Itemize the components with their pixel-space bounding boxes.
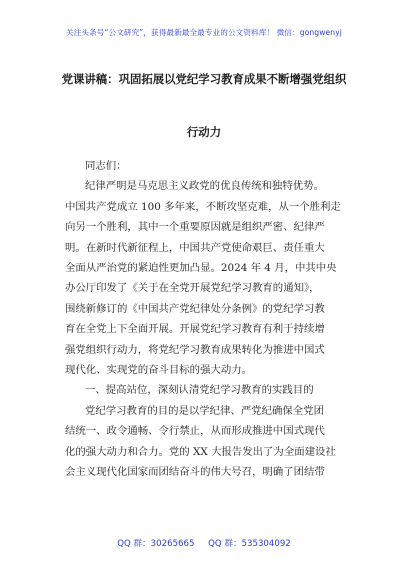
header-banner: 关注头条号“公文研究”，获得最新最全最专业的公文资料库！ 微信：gongwenyj	[66, 28, 342, 37]
document-title-line-2: 行动力	[186, 125, 222, 139]
body-line: 现代化、实现党的奋斗目标的强大动力。	[65, 364, 253, 377]
body-line: 结统一、政令通畅、令行禁止，从而形成推进中国式现代	[65, 425, 325, 438]
body-line: 化的强大动力和合力。党的 XX 大报告发出了为全面建设社	[65, 445, 336, 458]
body-line: 强党组织行动力，将党纪学习教育成果转化为推进中国式	[65, 343, 325, 356]
body-line: 向另一个胜利，其中一个重要原因就是组织严密、纪律严	[65, 221, 325, 234]
body-line: 会主义现代化国家而团结奋斗的伟大号召，明确了团结带	[65, 466, 325, 479]
footer-qq-groups	[0, 537, 408, 549]
body-line: 党纪学习教育的目的是以学纪律、严党纪确保全党团	[85, 404, 324, 417]
document-body	[65, 156, 348, 483]
section-heading: 一、提高站位，深刻认清党纪学习教育的实践目的	[85, 384, 314, 397]
body-line: 明。在新时代新征程上，中国共产党使命艰巨、责任重大	[65, 241, 325, 254]
body-line: 中国共产党成立 100 多年来，不断攻坚克难，从一个胜利走	[65, 200, 341, 213]
document-title-line-1: 党课讲稿：巩固拓展以党纪学习教育成果不断增强党组织	[61, 72, 347, 86]
body-line: 围绕新修订的《中国共产党纪律处分条例》的党纪学习教	[65, 302, 325, 315]
body-line: 纪律严明是马克思主义政党的优良传统和独特优势。	[85, 180, 324, 193]
body-line: 办公厅印发了《关于在全党开展党纪学习教育的通知》，	[65, 282, 320, 295]
qq-group-1: QQ 群：30265665	[117, 539, 195, 549]
body-line: 全面从严治党的紧迫性更加凸显。2024 年 4 月，中共中央	[65, 262, 337, 275]
qq-group-2: QQ 群：535304092	[208, 539, 291, 549]
greeting: 同志们：	[85, 160, 127, 172]
body-line: 育在全党上下全面开展。开展党纪学习教育有利于持续增	[65, 323, 325, 336]
